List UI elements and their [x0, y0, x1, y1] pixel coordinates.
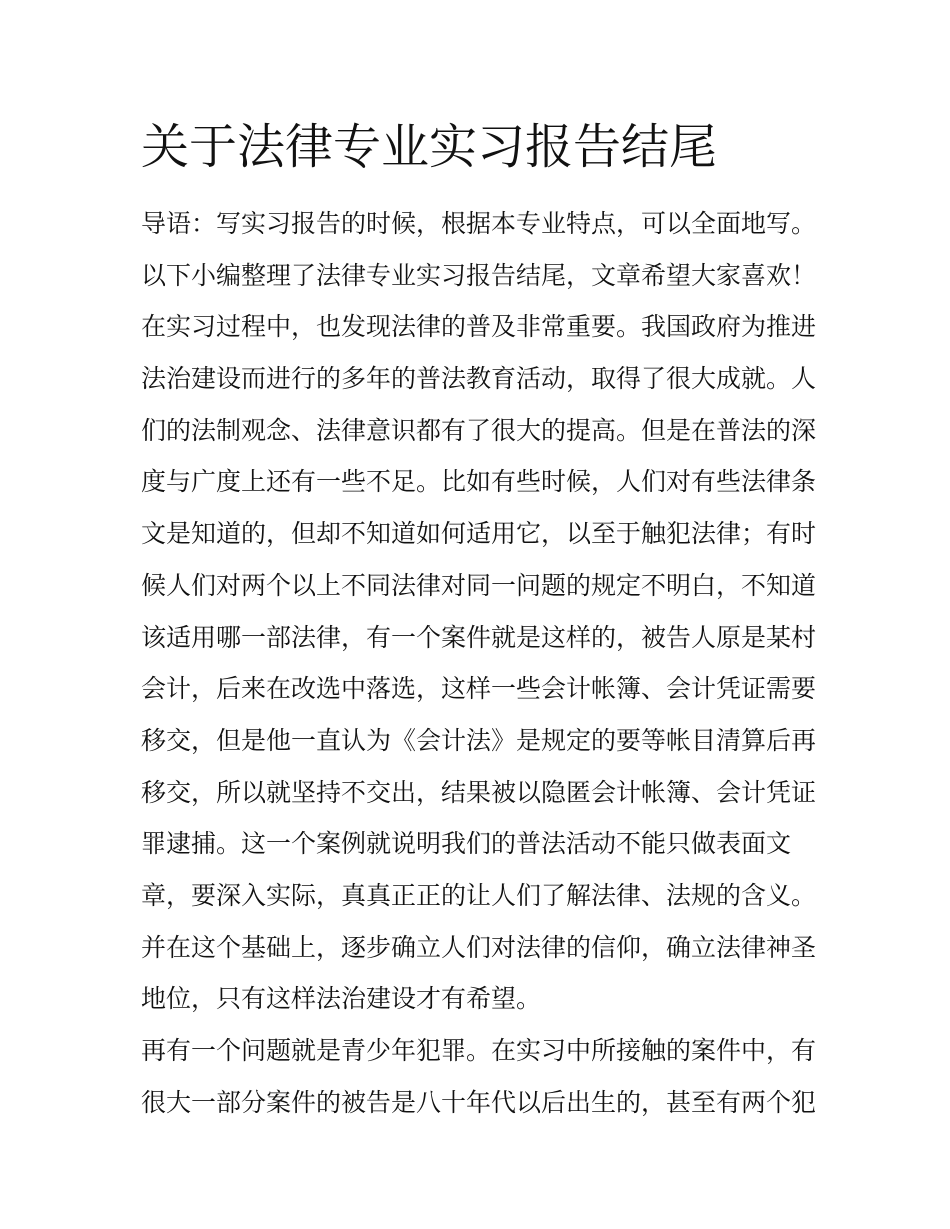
body-line: 章，要深入实际，真真正正的让人们了解法律、法规的含义。 — [141, 880, 817, 910]
body-line: 法治建设而进行的多年的普法教育活动，取得了很大成就。人 — [141, 364, 817, 394]
body-line: 以下小编整理了法律专业实习报告结尾，文章希望大家喜欢！ — [141, 260, 817, 290]
body-line: 候人们对两个以上不同法律对同一问题的规定不明白，不知道 — [141, 570, 817, 600]
body-line: 地位，只有这样法治建设才有希望。 — [141, 984, 542, 1014]
body-line: 并在这个基础上，逐步确立人们对法律的信仰，确立法律神圣 — [141, 932, 817, 962]
body-line: 移交，所以就坚持不交出，结果被以隐匿会计帐簿、会计凭证 — [141, 777, 817, 807]
body-line: 度与广度上还有一些不足。比如有些时候，人们对有些法律条 — [141, 467, 817, 497]
body-line: 会计，后来在改选中落选，这样一些会计帐簿、会计凭证需要 — [141, 674, 817, 704]
body-line: 再有一个问题就是青少年犯罪。在实习中所接触的案件中，有 — [141, 1036, 817, 1065]
body-line: 很大一部分案件的被告是八十年代以后出生的，甚至有两个犯 — [141, 1087, 817, 1117]
document-body — [141, 198, 821, 1128]
body-line: 们的法制观念、法律意识都有了很大的提高。但是在普法的深 — [141, 415, 817, 445]
body-line: 罪逮捕。这一个案例就说明我们的普法活动不能只做表面文 — [141, 829, 792, 859]
body-line: 导语：写实习报告的时候，根据本专业特点，可以全面地写。 — [141, 209, 817, 238]
document-title: 关于法律专业实习报告结尾 — [141, 119, 718, 175]
body-line: 移交，但是他一直认为《会计法》是规定的要等帐目清算后再 — [141, 725, 817, 755]
body-line: 该适用哪一部法律，有一个案件就是这样的，被告人原是某村 — [141, 622, 817, 652]
body-line: 文是知道的，但却不知道如何适用它，以至于触犯法律；有时 — [141, 519, 817, 549]
body-line: 在实习过程中，也发现法律的普及非常重要。我国政府为推进 — [141, 312, 817, 342]
